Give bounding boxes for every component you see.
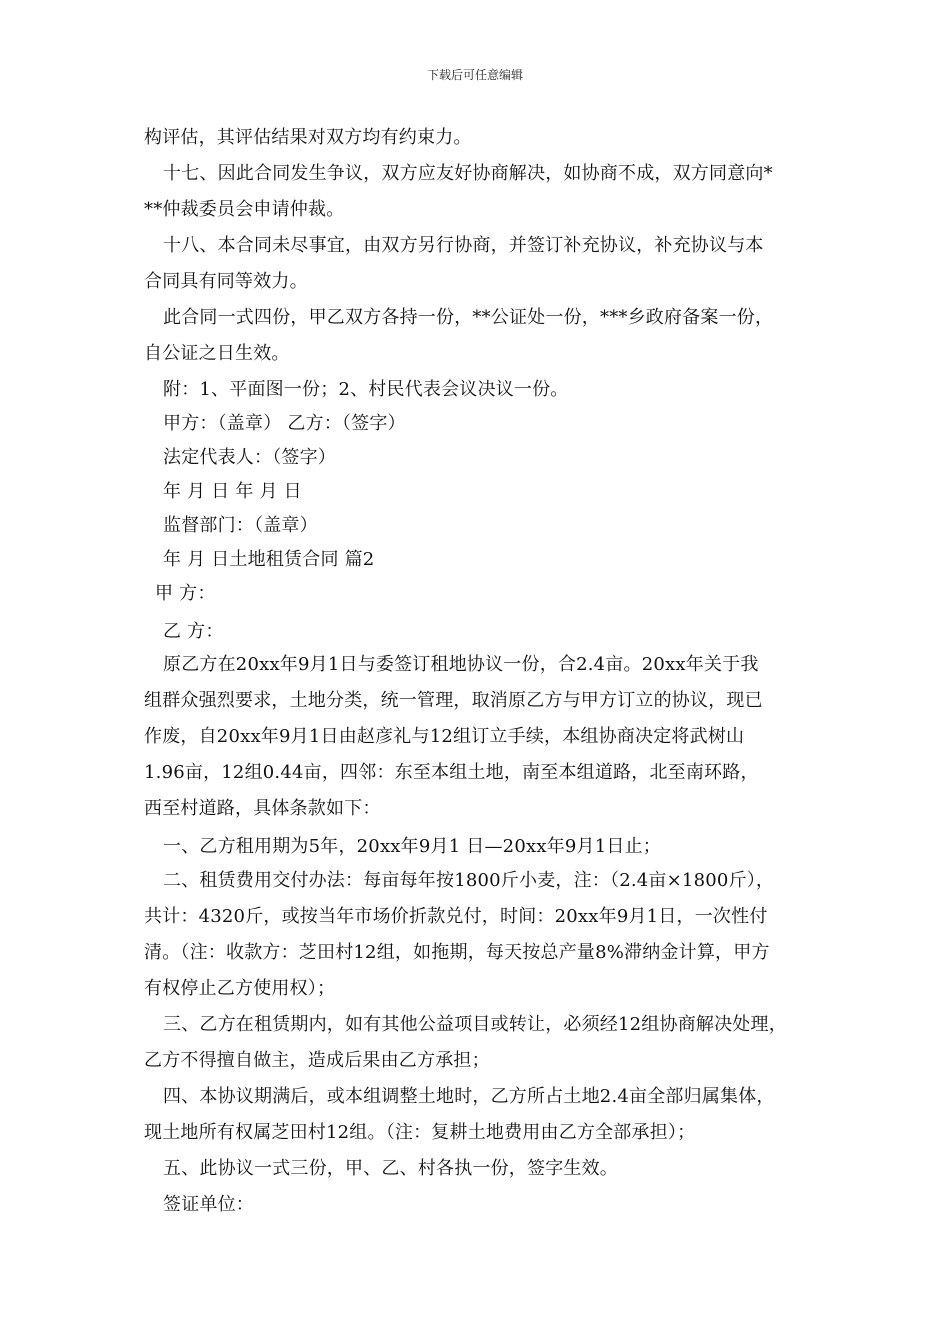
text-line: 自公证之日生效。 [144, 343, 290, 364]
text-line: 组群众强烈要求，土地分类，统一管理，取消原乙方与甲方订立的协议，现已 [144, 690, 763, 711]
text-line: 现土地所有权属芝田村12组。（注：复耕土地费用由乙方全部承担）； [144, 1122, 696, 1143]
text-line: 甲方：（盖章） 乙方：（签字） [163, 413, 406, 434]
text-line: 共计：4320斤，或按当年市场价折款兑付，时间：20xx年9月1日，一次性付 [144, 906, 768, 927]
page-header: 下载后可任意编辑 [426, 68, 523, 82]
text-line: 作废，自20xx年9月1日由赵彦礼与12组订立手续，本组协商决定将武树山 [144, 726, 745, 747]
text-line: 年 月 日土地租赁合同 篇2 [163, 549, 375, 570]
text-line: 四、本协议期满后，或本组调整土地时，乙方所占土地2.4亩全部归属集体， [163, 1086, 775, 1107]
text-line: 三、乙方在租赁期内，如有其他公益项目或转让，必须经12组协商解决处理， [163, 1014, 787, 1035]
text-line: 签证单位： [163, 1194, 254, 1215]
text-line: 十八、本合同未尽事宜，由双方另行协商，并签订补充协议，补充协议与本 [163, 235, 764, 256]
text-line: 十七、因此合同发生争议，双方应友好协商解决，如协商不成，双方同意向* [163, 163, 773, 184]
text-line: 合同具有同等效力。 [144, 271, 308, 292]
text-line: 监督部门：（盖章） [163, 515, 318, 536]
text-line: 甲 方： [155, 583, 216, 604]
text-line: 清。（注：收款方：芝田村12组，如拖期，每天按总产量8%滞纳金计算，甲方 [144, 942, 770, 963]
text-line: 1.96亩，12组0.44亩，四邻：东至本组土地，南至本组道路，北至南环路， [144, 762, 759, 783]
text-line: 五、此协议一式三份，甲、乙、村各执一份，签字生效。 [163, 1158, 618, 1179]
text-line: **仲裁委员会申请仲裁。 [144, 199, 345, 220]
text-line: 附：1、平面图一份；2、村民代表会议决议一份。 [163, 379, 569, 400]
text-line: 构评估，其评估结果对双方均有约束力。 [144, 127, 472, 148]
text-line: 有权停止乙方使用权）； [144, 978, 336, 999]
text-line: 原乙方在20xx年9月1日与委签订租地协议一份，合2.4亩。20xx年关于我 [163, 654, 759, 675]
text-line: 年 月 日 年 月 日 [163, 481, 302, 502]
text-line: 西至村道路，具体条款如下： [144, 798, 381, 819]
text-line: 一、乙方租用期为5年，20xx年9月1 日—20xx年9月1日止； [163, 836, 661, 857]
text-line: 此合同一式四份，甲乙双方各持一份，**公证处一份，***乡政府备案一份， [163, 307, 774, 328]
text-line: 法定代表人：（签字） [163, 447, 336, 468]
text-line: 二、租赁费用交付办法：每亩每年按1800斤小麦，注：（2.4亩×1800斤）， [163, 870, 775, 891]
text-line: 乙方不得擅自做主，造成后果由乙方承担； [144, 1050, 490, 1071]
text-line: 乙 方： [163, 621, 224, 642]
